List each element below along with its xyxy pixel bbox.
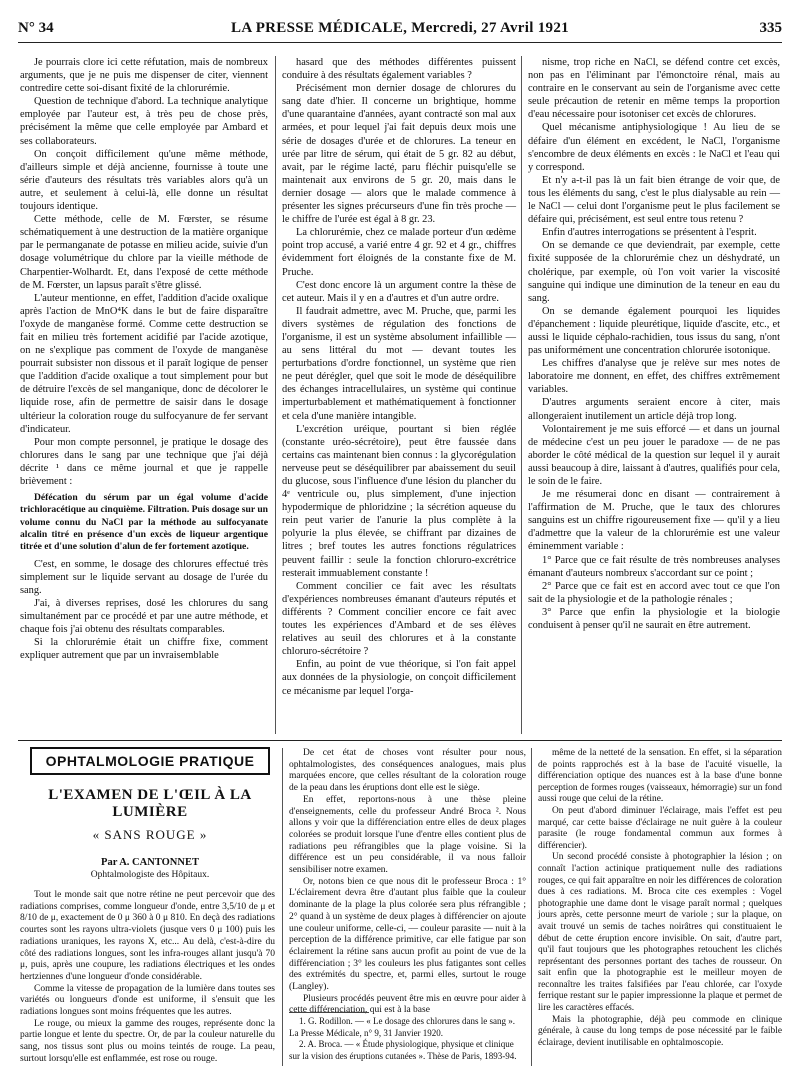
paragraph: En effet, reportons-nous à une thèse pleine d'enseignements, celle du professeur André Broca ². Nous allons y voir que la différenciation entre elles de deux plages colorées se produit lorsque l'une d'entre elles contient plus de radiations peu réfrangibles que la plage voisine. Si la différence est un peu considérable, il va nous falloir sensibiliser notre examen. [289, 794, 526, 876]
section-label: OPHTALMOLOGIE PRATIQUE [30, 747, 270, 775]
paragraph: J'ai, à diverses reprises, dosé les chlorures du sang simultanément par ce procédé et par une autre méthode, et chaque fois j'ai obtenu des résultats comparables. [20, 597, 268, 636]
paragraph: Comment concilier ce fait avec les résultats d'expériences nombreuses émanant d'auteurs réputés et différents ? Comment concilier encore ce fait avec toutes les expériences d'Ambard et de ses élèves relatives au seuil des chlorures et à la constante chloruro-sécrétoire ? [282, 580, 516, 658]
column-divider [531, 748, 532, 1066]
article-column-1 [20, 890, 275, 1066]
paragraph: même de la netteté de la sensation. En effet, si la séparation de points rapprochés est à la base de l'acuité visuelle, la différenciation optique des nuances est à la base d'une bonne perception de formes rouges (vaisseaux, hémorragie) sur un fond aussi rouge que celui de la rétine. [538, 748, 782, 805]
paragraph: On se demande ce que deviendrait, par exemple, cette fixité supposée de la chlorurémie chez un déshydraté, un cholérique, par exemple, où l'on voit varier la viscosité sanguine qui indique une diminution de la teneur en eau du sang. [528, 240, 780, 304]
paragraph: De cet état de choses vont résulter pour nous, ophtalmologistes, des conséquences analogues, mais plus marquées encore, que celles résultant de la coloration rouge de la peau dans les éruptions dont elle est le siège. [289, 748, 526, 794]
paragraph: D'autres arguments seraient encore à citer, mais allongeraient inutilement un article déjà trop long. [528, 397, 780, 422]
paragraph: Comme la vitesse de propagation de la lumière dans toutes ses variétés ou longueurs d'onde est uniforme, il s'ensuit que les radiations longues sont moins fréquentes que les autres. [20, 983, 275, 1018]
paragraph: On se demande également pourquoi les liquides d'épanchement : liquide pleurétique, liquide d'ascite, etc., et aussi le liquide céphalo-rachidien, tous issus du sang, n'ont pas uniformément une concentration chlorurée isotonique. [528, 305, 780, 357]
journal-title: LA PRESSE MÉDICALE, Mercredi, 27 Avril 1921 [231, 20, 569, 36]
paragraph: Et n'y a-t-il pas là un fait bien étrange de voir que, de tous les éléments du sang, c'est le plus dialysable au rein — le NaCl — celui dont l'organisme peut le plus facilement se défaire qui, précisément, est seul entre tous retenu ? [528, 174, 780, 226]
paragraph: L'auteur mentionne, en effet, l'addition d'acide oxalique après l'action de MnO⁴K dans le but de faire disparaître l'oxyde de manganèse formé. Comme cette destruction se fait en milieu très fortement acidifié par l'acide azotique, on ne s'explique pas comment de l'oxyde de manganèse pourrait subsister non dissous et il paraît logique de penser que l'addition d'acide oxalique a tout simplement pour but de détruire l'excès de sel manganique, donc de décolorer le liquide rose, afin de permettre de saisir dans le dosage ultérieur la coloration rouge du sulfocyanure de fer servant d'indicateur. [20, 292, 268, 435]
paragraph: 1° Parce que ce fait résulte de très nombreuses analyses émanant d'auteurs nombreux s'accordant sur ce point ; [528, 554, 780, 579]
paragraph: hasard que des méthodes différentes puissent conduire à des résultats également variables ? [282, 57, 516, 82]
paragraph: Cette méthode, celle de M. Fœrster, se résume schématiquement à une destruction de la matière organique par le permanganate de potasse en milieu acide, suivie d'un dosage volumétrique du chlore par la vieille méthode de Charpentier-Wolhardt. Et, dans l'exposé de cette méthode de M. Fœrster, un lapsus paraît s'être glissé. [20, 214, 268, 291]
article-author: Par A. CANTONNET [101, 857, 199, 868]
paragraph: On peut d'abord diminuer l'éclairage, mais l'effet est peu marqué, car cette baisse d'éclairage ne nuit guère à la couleur parasite (le rouge fondamental commun aux formes à différencier). [538, 805, 782, 851]
footnote: 1. G. Rodillon. — « Le dosage des chlorures dans le sang ». La Presse Médicale, n° 9, 31 Janvier 1920. [289, 1016, 515, 1038]
paragraph: Si la chlorurémie était un chiffre fixe, comment expliquer autrement que par un invraisemblable [20, 637, 268, 662]
paragraph: nisme, trop riche en NaCl, se défend contre cet excès, non pas en l'éliminant par l'émonctoire rénal, mais au contraire en le conservant au sein de l'organisme avec cette seule précaution de retenir en même temps la proportion d'eau nécessaire pour isotoniser cet excès de chlorures. [528, 57, 780, 121]
column-divider [282, 748, 283, 1066]
paragraph: La chlorurémie, chez ce malade porteur d'un œdème point trop accusé, a varié entre 4 gr. 92 et 4 gr., chiffres évidemment fort éloignés de la constante fixe de M. Pruche. [282, 227, 516, 278]
article-heading [30, 747, 270, 880]
paragraph: 3° Parce que enfin la physiologie et la biologie conduisent à penser qu'il ne saurait en être autrement. [528, 606, 780, 632]
section-rule [18, 740, 782, 741]
paragraph: C'est donc encore là un argument contre la thèse de cet auteur. Mais il y en a d'autres et d'un autre ordre. [282, 279, 516, 304]
technique-note: Défécation du sérum par un égal volume d'acide trichloracétique au cinquième. Filtration. Puis dosage sur un volume connu du NaCl par la méthode au sulfocyanate alcalin titré en présence d'un excès de liqueur argentique titrée et d'une solution d'alun de fer fortement azotique. [20, 492, 268, 553]
paragraph: Plusieurs procédés peuvent être mis en œuvre pour aider à cette différenciation, qui est à la base [289, 993, 526, 1016]
top-column-3 [528, 56, 780, 632]
footnote: 2. A. Broca. — « Étude physiologique, physique et clinique sur la vision des éruptions cutanées ». Thèse de Paris, 1893-94. [289, 1039, 517, 1061]
article-subtitle: « SANS ROUGE » [92, 827, 208, 842]
top-column-1 [20, 56, 268, 662]
paragraph: Les chiffres d'analyse que je relève sur mes notes de laboratoire me donnent, en effet, des chiffres extrêmement variables. [528, 358, 780, 396]
paragraph: L'excrétion uréique, pourtant si bien réglée (constante uréo-sécrétoire), peut être faussée dans certains cas maintenant bien connus : la glycorégulation nerveuse peut se déséquilibrer par abaissement du seuil du glucose, sous l'influence d'une lésion du plancher du 4ᵉ ventricule ou, plus simplement, d'une injection hypodermique de phloridzine ; la sécrétion aqueuse du rein peut varier de l'anurie la plus complète à la polyurie la plus élevée, se chiffrant par dizaines de litres ; bref toutes les autres fonctions régulatrices peuvent faillir : seule la fonction chloruro-excrétrice resterait immuablement constante ! [282, 423, 516, 579]
footnotes [289, 1016, 526, 1062]
paragraph: C'est, en somme, le dosage des chlorures effectué très simplement sur le liquide servant au dosage de l'urée du sang. [20, 558, 268, 596]
paragraph: Je pourrais clore ici cette réfutation, mais de nombreux arguments, que je ne puis me dispenser de citer, viennent contredire cette soi-disant fixité de la chlorurémie. [20, 57, 268, 95]
header-rule [18, 42, 782, 43]
page-number: 335 [759, 20, 782, 36]
article-title: L'EXAMEN DE L'ŒIL À LA LUMIÈRE [48, 787, 252, 820]
paragraph: Mais la photographie, déjà peu commode en clinique générale, à cause du long temps de pose nécessité par le faible éclairage, devient inutilisable en ophtalmoscopie. [538, 1014, 782, 1048]
footnote-rule [289, 1012, 369, 1013]
column-divider [521, 56, 522, 734]
paragraph: Or, notons bien ce que nous dit le professeur Broca : 1° L'éclairement devra être d'autant plus faible que la couleur dominante de la plage la plus colorée sera plus réfrangible ; 2° quand à un système de deux plages à différencier on ajoute une couleur uniforme, celle-ci, — couleur parasite — nuit à la perception de la différence primitive, car elle fatigue par son éclairement la rétine sans aucun profit au point de vue de la différenciation ; 3° les couleurs les plus fatigantes sont celles des extrémités du spectre, et, parmi elles, surtout le rouge (Langley). [289, 876, 526, 993]
paragraph: On conçoit difficilement qu'une même méthode, d'ailleurs simple et déjà ancienne, fournisse à toute une série d'auteurs des résultats très variables alors qu'à un autre, et seulement à celui-là, elle donne un résultat toujours identique. [20, 148, 268, 213]
paragraph: Précisément mon dernier dosage de chlorures du sang date d'hier. Il concerne un brightique, homme d'une quarantaine d'années, ayant contracté son mal aux armées, et pour lequel j'ai fait depuis deux mois une série de dosages d'urée et de chlorures. La teneur en urée par litre de sérum, qui était de 5 gr. 82 au début, avait, par le régime lacté, paru fléchir puisqu'elle se maintenait aux environs de 5 gr. 20, mais dans le dernier dosage — alors que le malade commence à présenter les signes précurseurs d'une fin très proche — le chiffre de l'urée est égal à 8 gr. 23. [282, 83, 516, 226]
paragraph: Je me résumerai donc en disant — contrairement à l'affirmation de M. Pruche, que le taux des chlorures sanguins est un chiffre rigoureusement fixe — qu'il y a lieu d'admettre que la valeur de la chlorurémie est une valeur éminemment variable : [528, 489, 780, 553]
paragraph: Il faudrait admettre, avec M. Pruche, que, parmi les divers systèmes de régulation des fonctions de l'organisme, il est un système absolument infaillible — au sens littéral du mot — devant toutes les perturbations d'ordre fonctionnel, un système que rien ne peut dérégler, quel que soit le mode de déséquilibre des échanges intracellulaires, un système qui continue imperturbablement et mathématiquement à fonctionner et cela d'une manière intangible. [282, 305, 516, 422]
paragraph: Pour mon compte personnel, je pratique le dosage des chlorures dans le sang par une technique que j'ai déjà décrite ¹ dans ce même journal et que je rappelle brièvement : [20, 436, 268, 487]
paragraph: Volontairement je me suis efforcé — et dans un journal de médecine c'est un peu jouer le paradoxe — de ne pas aborder le côté médical de la question sur lequel il y aurait aussi beaucoup à dire, laissant à d'autres, qualifiés pour cela, le soin de le faire. [528, 423, 780, 487]
paragraph: Un second procédé consiste à photographier la lésion ; on connaît l'action actinique pratiquement nulle des radiations rouges, ce qui fait apparaître en noir les différences de coloration dues à ces radiations. M. Broca cite ces exemples : Vogel photographie une dame dont le visage paraît normal ; quelques jours après, cette personne meurt de variole ; sur la plaque, on avait trouvé un semis de taches noirâtres qui constituaient le début de cette éruption encore invisible. On sait, d'autre part, qu'il faut toujours que les photographes retouchent les clichés représentant des personnes portant des taches de rousseur. On sait enfin que la photographie est le meilleur moyen de reconnaître les traites falsifiées par l'eau chlorée, car l'oxyde ferrique restant sur le papier impressionne la plaque et permet de lire les caractères effacés. [538, 852, 782, 1014]
paragraph: Enfin, au point de vue théorique, si l'on fait appel aux données de la physiologie, on conçoit difficilement ce mécanisme par lequel l'orga- [282, 659, 516, 697]
running-header [18, 20, 782, 42]
paragraph: Question de technique d'abord. La technique analytique employée par l'auteur est, à très peu de chose près, précisément la même que celle employée par Ambard et ses collaborateurs. [20, 96, 268, 147]
top-column-2 [282, 56, 516, 698]
paragraph: Tout le monde sait que notre rétine ne peut percevoir que des radiations comprises, comme longueur d'onde, entre 3,5/10 de μ et 8/10 de μ, exactement de 0 μ 360 à 0 μ 810. En deçà des radiations courtes sont les rayons ultra-violets (jusque vers 0 μ 100) puis les radiations uraniques, les rayons X, etc... Au delà, c'est-à-dire du côté des radiations longues, sont les infra-rouges allant jusqu'à 70 μ, puis, après une coupure, les radiations électriques et les ondes hertziennes d'une longueur d'onde considérable. [20, 890, 275, 982]
article-column-3 [538, 748, 782, 1049]
issue-number: N° 34 [18, 20, 54, 36]
paragraph: 2° Parce que ce fait est en accord avec tout ce que l'on sait de la physiologie et de la pathologie rénales ; [528, 580, 780, 605]
paragraph: Le rouge, ou mieux la gamme des rouges, représente donc la partie longue et lente du spectre. Or, de par la couleur naturelle du sang, nos tissus sont plus ou moins teintés de rouge. La peau, surtout lorsqu'elle est enflammée, est rose ou rouge. [20, 1018, 275, 1064]
column-divider [275, 56, 276, 734]
paragraph: Enfin d'autres interrogations se présentent à l'esprit. [542, 227, 757, 239]
author-role: Ophtalmologiste des Hôpitaux. [90, 870, 210, 880]
paragraph: Quel mécanisme antiphysiologique ! Au lieu de se défaire d'un élément en excédent, le NaCl, l'organisme s'encombre de deux éléments en excès : le NaCl et l'eau qui y correspond. [528, 122, 780, 173]
article-column-2 [289, 748, 526, 1017]
